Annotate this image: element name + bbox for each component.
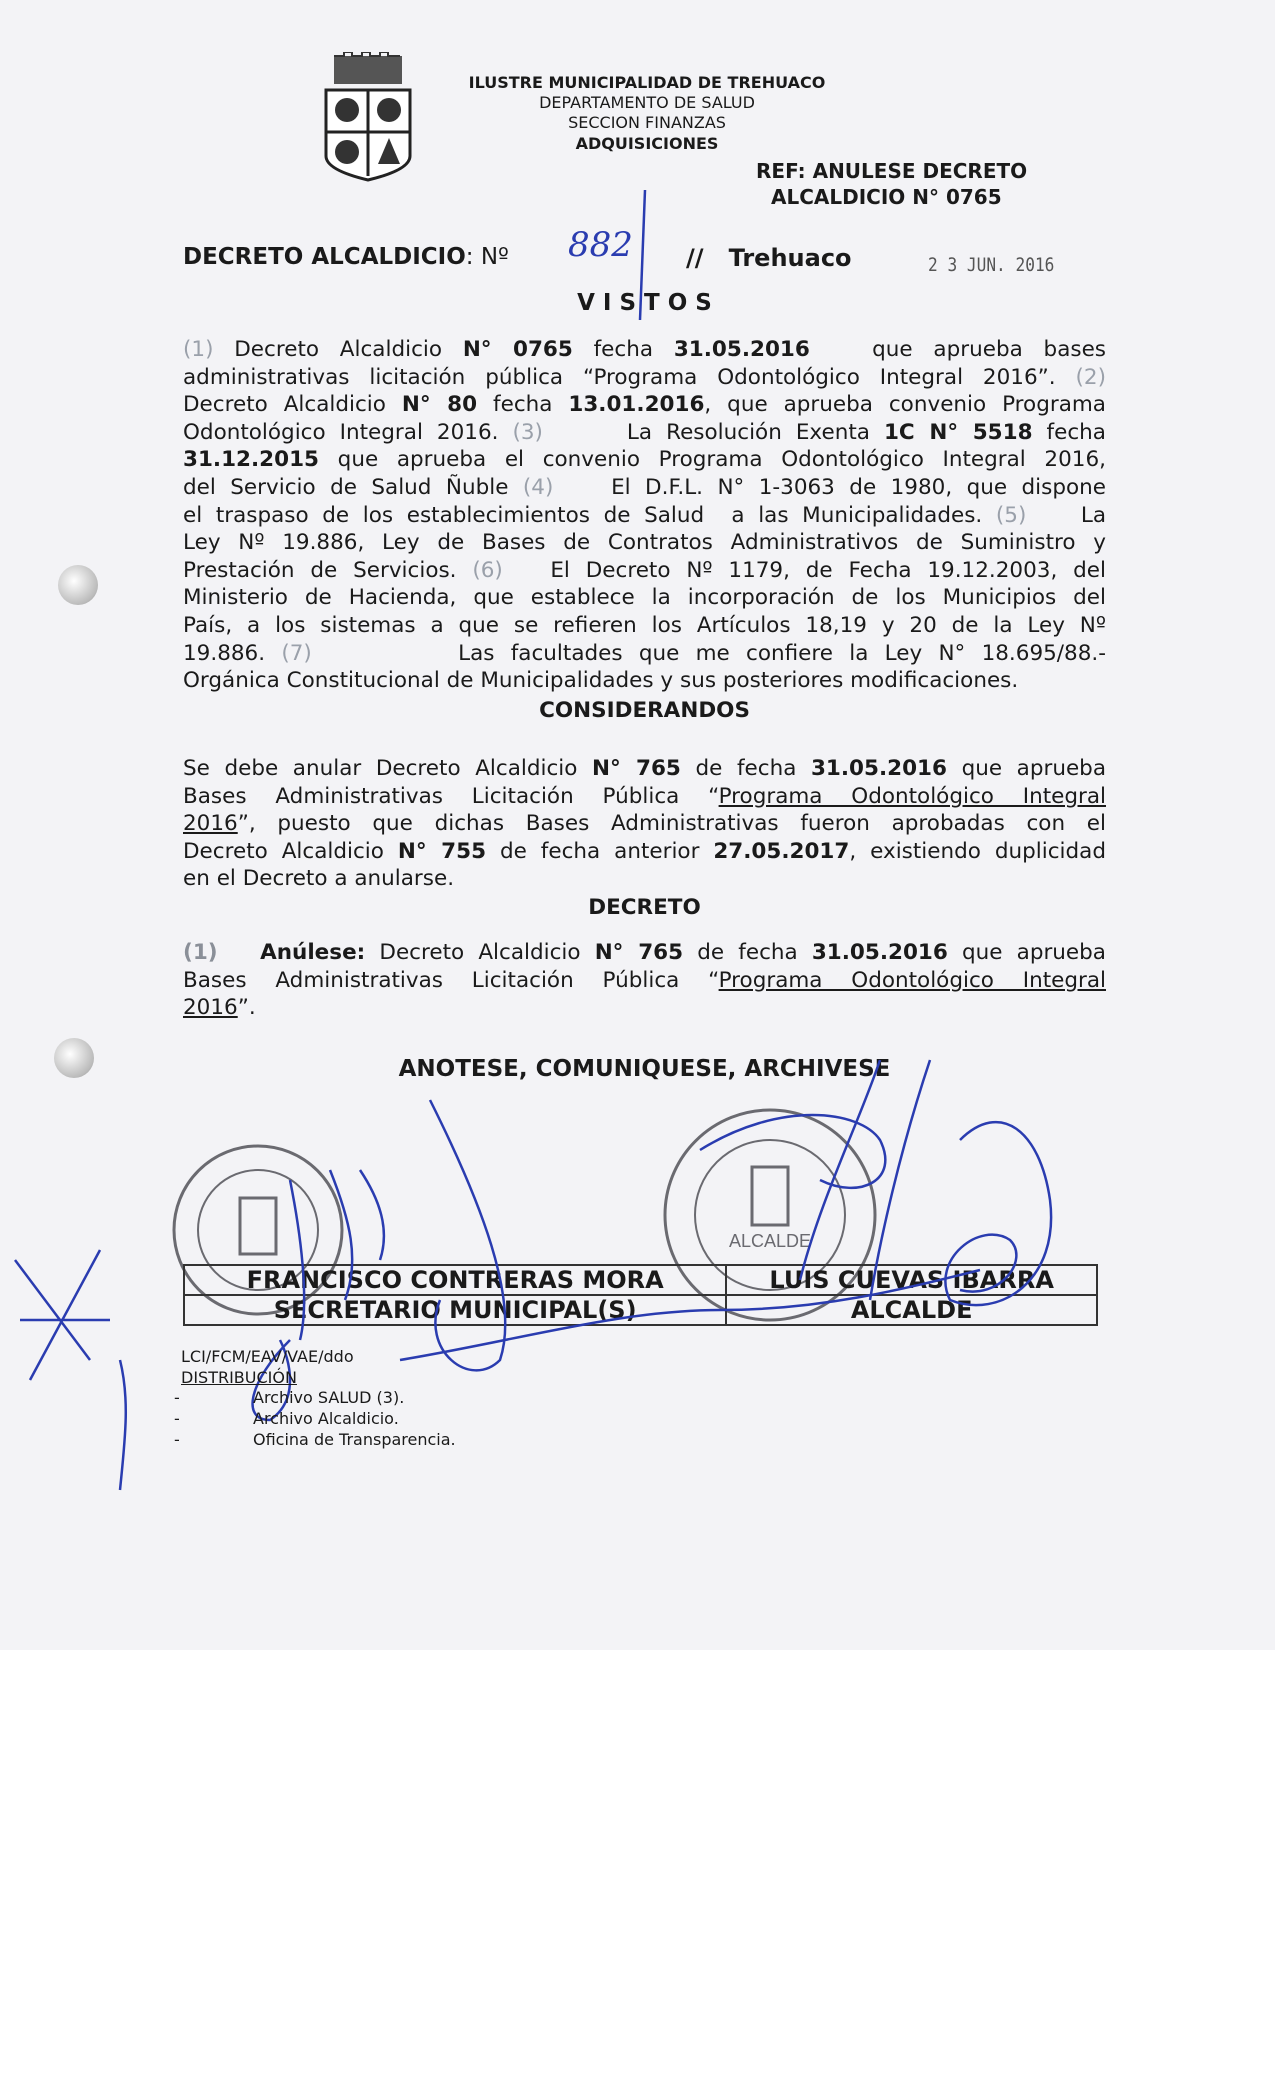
text-segment: que aprueba (946, 756, 1107, 781)
text-line (183, 584, 1106, 612)
item-number: (3) (512, 419, 543, 445)
distribution-title: DISTRIBUCIÓN (181, 1368, 297, 1387)
secretary-name: FRANCISCO CONTRERAS MORA (184, 1265, 726, 1295)
institution-name: ILUSTRE MUNICIPALIDAD DE TREHUACO (468, 73, 826, 92)
text-line (183, 364, 1106, 392)
text-segment: N° 765 (592, 756, 681, 781)
text-segment: La Resolución Exenta (542, 419, 884, 445)
text-segment: Bases Administrativas Licitación Pública “ (183, 967, 719, 993)
reference (756, 158, 1027, 210)
text-segment: 31.05.2016 (673, 337, 810, 362)
ref-line-2: ALCALDICIO N° 0765 (771, 185, 1002, 209)
text-segment: Anúlese: (260, 940, 366, 965)
punch-hole (54, 1038, 94, 1078)
text-segment: el traspaso de los establecimientos de Salud a las Municipalidades. (183, 502, 996, 528)
list-item: - Archivo SALUD (3). (174, 1388, 405, 1407)
text-segment: 27.05.2017 (713, 838, 850, 864)
text-line (183, 939, 1106, 967)
text-segment: 2016 (183, 811, 238, 837)
text-segment: Las facultades que me confiere la Ley N° 18.695/88.- (311, 640, 1106, 666)
text-segment: Decreto Alcaldicio (183, 838, 398, 864)
text-segment: 1C N° 5518 (883, 419, 1033, 445)
section-name: SECCION FINANZAS (568, 113, 726, 132)
text-segment: que aprueba bases (809, 337, 1107, 362)
text-segment: Ministerio de Hacienda, que establece la incorporación de los Municipios del (183, 585, 1106, 611)
text-segment: N° 0765 (462, 337, 573, 362)
text-segment: Programa Odontológico Integral (718, 783, 1106, 809)
text-segment: ”. (237, 995, 256, 1021)
text-line (183, 557, 1106, 585)
text-segment: 19.886. (183, 640, 282, 666)
text-line (183, 502, 1106, 530)
text-segment: de fecha anterior (486, 838, 714, 864)
considerandos-heading: CONSIDERANDOS (539, 698, 750, 723)
text-segment: 2016 (183, 995, 238, 1021)
mayor-name: LUIS CUEVAS IBARRA (726, 1265, 1097, 1295)
svg-text:ALCALDE: ALCALDE (728, 1231, 812, 1251)
item-number: (7) (281, 640, 312, 666)
decreto-paragraph (183, 939, 1106, 1022)
item-number: (1) (183, 337, 214, 362)
considerandos-paragraph (183, 755, 1106, 893)
text-segment: Se debe anular Decreto Alcaldicio (183, 756, 593, 781)
text-segment: Orgánica Constitucional de Municipalidades y sus posteriores modificaciones. (183, 668, 1019, 694)
vistos-heading: V I S T O S (577, 290, 712, 316)
text-segment: ”, puesto que dichas Bases Administrativas fueron aprobadas con el (237, 811, 1106, 837)
signature-table (183, 1264, 1098, 1326)
text-line (183, 474, 1106, 502)
initials: LCI/FCM/EAV/VAE/ddo (181, 1347, 354, 1366)
text-segment: que aprueba el convenio Programa Odontológico Integral 2016, (319, 447, 1106, 473)
vistos-paragraph (183, 336, 1106, 695)
text-segment: Programa Odontológico Integral (718, 967, 1106, 993)
text-segment: Prestación de Servicios. (183, 557, 473, 583)
text-segment: fecha (572, 337, 674, 362)
list-item: - Oficina de Transparencia. (174, 1430, 456, 1449)
item-number: (1) (183, 940, 218, 965)
text-line (183, 612, 1106, 640)
text-line (183, 838, 1106, 866)
decree-label: DECRETO ALCALDICIO (183, 244, 466, 270)
decree-number-label: : Nº (465, 244, 509, 270)
text-segment: N° 755 (397, 838, 487, 864)
text-line (183, 336, 1106, 364)
text-segment: administrativas licitación pública “Programa Odontológico Integral 2016”. (183, 364, 1076, 390)
text-segment: del Servicio de Salud Ñuble (183, 474, 523, 500)
text-line (183, 967, 1106, 995)
text-segment: 13.01.2016 (568, 392, 705, 418)
text-segment: 31.05.2016 (810, 756, 947, 781)
place-name: Trehuaco (728, 244, 852, 272)
municipal-crest-logo (320, 52, 416, 182)
item-text: Archivo Alcaldicio. (253, 1409, 399, 1428)
text-line (183, 783, 1106, 811)
text-line (183, 640, 1106, 668)
text-segment: 31.12.2015 (183, 447, 320, 473)
text-segment: , existiendo duplicidad (849, 838, 1106, 864)
text-segment: fecha (477, 392, 569, 418)
closing-statement: ANOTESE, COMUNIQUESE, ARCHIVESE (398, 1056, 891, 1082)
text-segment: N° 765 (594, 940, 684, 965)
text-segment: Decreto Alcaldicio (213, 337, 463, 362)
text-line (183, 391, 1106, 419)
text-segment: que aprueba (947, 940, 1106, 965)
separator: // (686, 244, 704, 272)
text-segment: Decreto Alcaldicio (365, 940, 595, 965)
text-line (183, 419, 1106, 447)
item-text: Archivo SALUD (3). (253, 1388, 405, 1407)
item-text: Oficina de Transparencia. (253, 1430, 456, 1449)
item-number: (2) (1075, 364, 1106, 390)
unit-name: ADQUISICIONES (575, 134, 719, 153)
list-item: - Archivo Alcaldicio. (174, 1409, 399, 1428)
text-segment: fecha (1032, 419, 1106, 445)
text-line (183, 755, 1106, 783)
text-segment: Decreto Alcaldicio (183, 392, 402, 418)
text-segment: en el Decreto a anularse. (183, 866, 455, 892)
department-name: DEPARTAMENTO DE SALUD (539, 93, 755, 112)
text-segment: de fecha (680, 756, 811, 781)
mayor-title: ALCALDE (726, 1295, 1097, 1325)
punch-hole (58, 565, 98, 605)
text-segment: Ley Nº 19.886, Ley de Bases de Contratos Administrativos de Suministro y (183, 530, 1106, 556)
text-segment: , que aprueba convenio Programa (704, 392, 1106, 418)
item-number: (5) (995, 502, 1027, 528)
distribution-list (174, 1387, 456, 1450)
date-stamp: 2 3 JUN. 2016 (928, 254, 1055, 276)
text-line (183, 446, 1106, 474)
text-segment (218, 940, 260, 965)
decreto-heading: DECRETO (588, 895, 701, 920)
text-segment: La (1026, 502, 1106, 528)
decree-number-handwritten: 882 (568, 225, 633, 265)
item-number: (4) (522, 474, 554, 500)
text-segment: El Decreto Nº 1179, de Fecha 19.12.2003, del (502, 557, 1106, 583)
text-segment: 31.05.2016 (811, 940, 948, 965)
decree-title (183, 244, 509, 270)
item-number: (6) (472, 557, 503, 583)
text-line (183, 810, 1106, 838)
text-segment: Odontológico Integral 2016. (183, 419, 513, 445)
text-segment: Bases Administrativas Licitación Pública “ (183, 783, 719, 809)
text-line (183, 529, 1106, 557)
text-line (183, 865, 1106, 893)
text-segment: País, a los sistemas a que se refieren los Artículos 18,19 y 20 de la Ley Nº (183, 612, 1106, 638)
decree-place (686, 244, 852, 272)
secretary-title: SECRETARIO MUNICIPAL(S) (184, 1295, 726, 1325)
ref-line-1: REF: ANULESE DECRETO (756, 159, 1028, 183)
text-segment: El D.F.L. N° 1-3063 de 1980, que dispone (553, 474, 1106, 500)
text-segment: de fecha (683, 940, 812, 965)
text-segment: N° 80 (401, 392, 478, 418)
text-line (183, 667, 1106, 695)
text-line (183, 994, 1106, 1022)
